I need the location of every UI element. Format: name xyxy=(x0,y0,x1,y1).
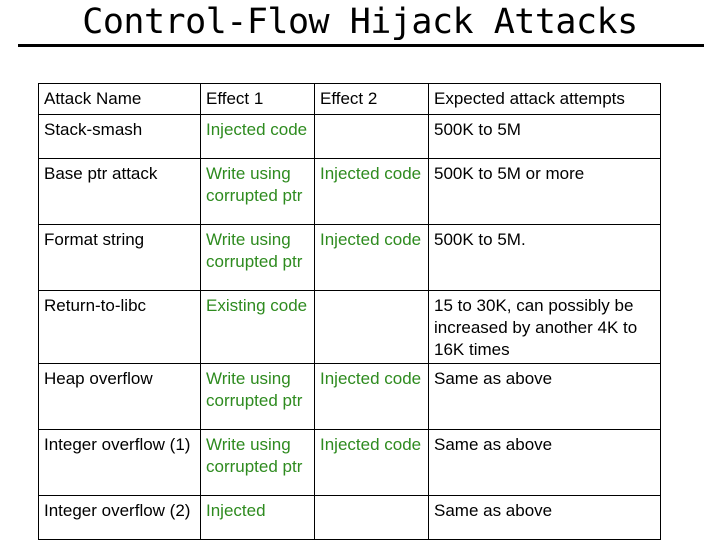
table-row xyxy=(39,225,661,291)
effect-1-cell: Write using corrupted ptr xyxy=(201,364,315,430)
attack-name-cell: Heap overflow xyxy=(39,364,201,430)
table-row xyxy=(39,496,661,540)
effect-2-cell: Injected code xyxy=(315,430,429,496)
effect-1-cell: Existing code xyxy=(201,291,315,364)
effect-2-cell: Injected code xyxy=(315,364,429,430)
table-row xyxy=(39,159,661,225)
table-row xyxy=(39,430,661,496)
attack-name-cell: Return-to-libc xyxy=(39,291,201,364)
header-effect-2: Effect 2 xyxy=(315,84,429,115)
table-row xyxy=(39,291,661,364)
attack-name-cell: Integer overflow (1) xyxy=(39,430,201,496)
attack-name-cell: Base ptr attack xyxy=(39,159,201,225)
table-header-row xyxy=(39,84,661,115)
effect-1-cell: Write using corrupted ptr xyxy=(201,430,315,496)
attack-name-cell: Stack-smash xyxy=(39,115,201,159)
effect-1-cell: Write using corrupted ptr xyxy=(201,225,315,291)
attempts-cell: Same as above xyxy=(429,430,661,496)
table-row xyxy=(39,115,661,159)
attempts-cell: Same as above xyxy=(429,364,661,430)
effect-2-cell: Injected code xyxy=(315,159,429,225)
header-effect-1: Effect 1 xyxy=(201,84,315,115)
effect-1-cell: Injected code xyxy=(201,115,315,159)
effect-1-cell: Write using corrupted ptr xyxy=(201,159,315,225)
attempts-cell: 500K to 5M. xyxy=(429,225,661,291)
attempts-cell: 500K to 5M or more xyxy=(429,159,661,225)
attacks-table xyxy=(38,83,661,540)
title-underline xyxy=(18,44,704,47)
effect-2-cell xyxy=(315,496,429,540)
header-expected-attempts: Expected attack attempts xyxy=(429,84,661,115)
attempts-cell: 500K to 5M xyxy=(429,115,661,159)
table-row xyxy=(39,364,661,430)
header-attack-name: Attack Name xyxy=(39,84,201,115)
attack-name-cell: Format string xyxy=(39,225,201,291)
attempts-cell: 15 to 30K, can possibly be increased by another 4K to 16K times xyxy=(429,291,661,364)
effect-2-cell: Injected code xyxy=(315,225,429,291)
effect-2-cell xyxy=(315,115,429,159)
effect-1-cell: Injected xyxy=(201,496,315,540)
effect-2-cell xyxy=(315,291,429,364)
attack-name-cell: Integer overflow (2) xyxy=(39,496,201,540)
attempts-cell: Same as above xyxy=(429,496,661,540)
slide-title: Control-Flow Hijack Attacks xyxy=(82,2,638,42)
